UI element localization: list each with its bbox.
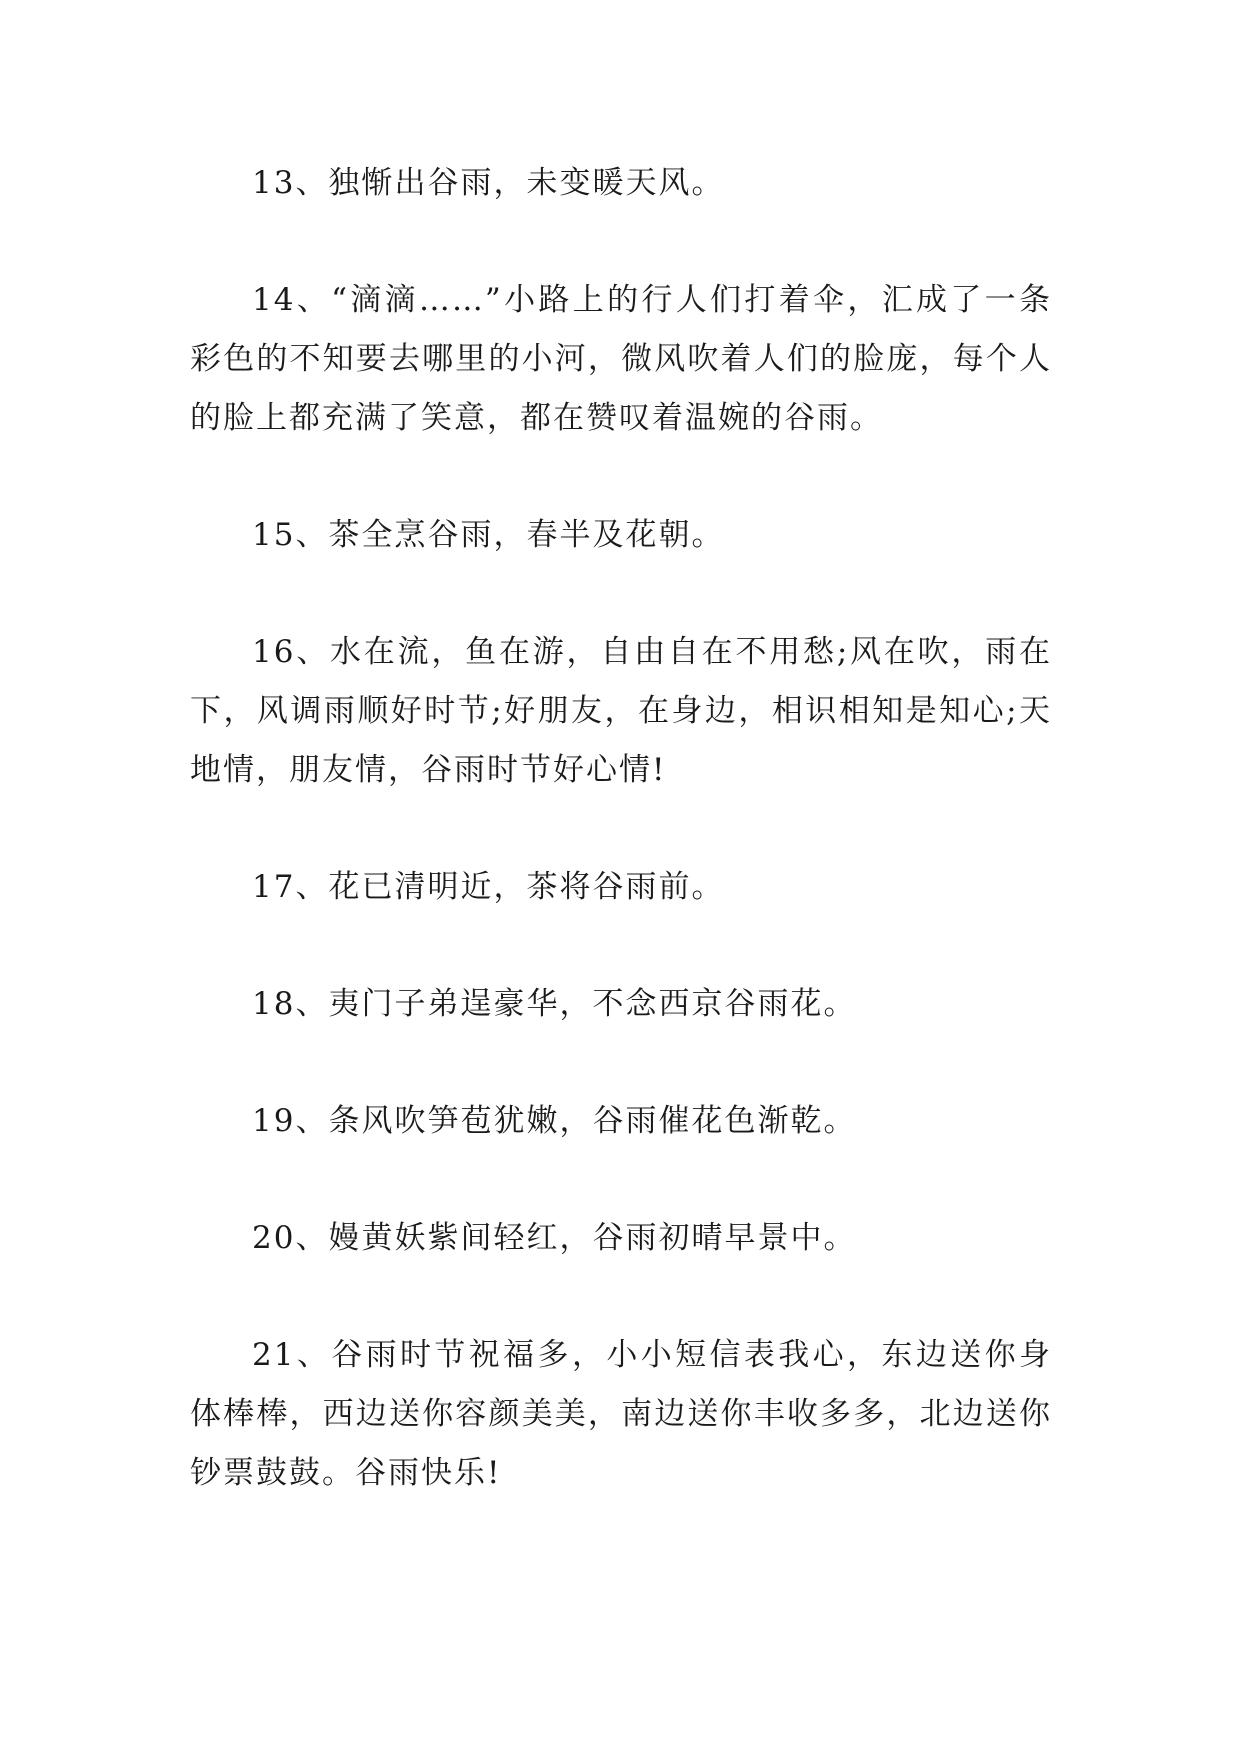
paragraph-15: 15、茶全烹谷雨，春半及花朝。 — [252, 517, 725, 553]
paragraph-17: 17、花已清明近，茶将谷雨前。 — [252, 869, 725, 905]
paragraph-21: 21、谷雨时节祝福多，小小短信表我心，东边送你身体棒棒，西边送你容颜美美，南边送你丰收多多，北边送你钞票鼓鼓。谷雨快乐! — [190, 1337, 1052, 1491]
paragraph-20: 20、嫚黄妖紫间轻红，谷雨初晴早景中。 — [252, 1220, 857, 1256]
document-body — [190, 154, 1052, 1561]
paragraph-19: 19、条风吹笋苞犹嫩，谷雨催花色渐乾。 — [252, 1103, 857, 1139]
paragraph-18: 18、夷门子弟逞豪华，不念西京谷雨花。 — [252, 986, 857, 1022]
paragraph-13: 13、独惭出谷雨，未变暖天风。 — [252, 165, 725, 201]
paragraph-14: 14、“滴滴……”小路上的行人们打着伞，汇成了一条彩色的不知要去哪里的小河，微风吹着人们的脸庞，每个人的脸上都充满了笑意，都在赞叹着温婉的谷雨。 — [190, 282, 1052, 436]
paragraph-16: 16、水在流，鱼在游，自由自在不用愁;风在吹，雨在下，风调雨顺好时节;好朋友，在身边，相识相知是知心;天地情，朋友情，谷雨时节好心情! — [190, 634, 1052, 788]
